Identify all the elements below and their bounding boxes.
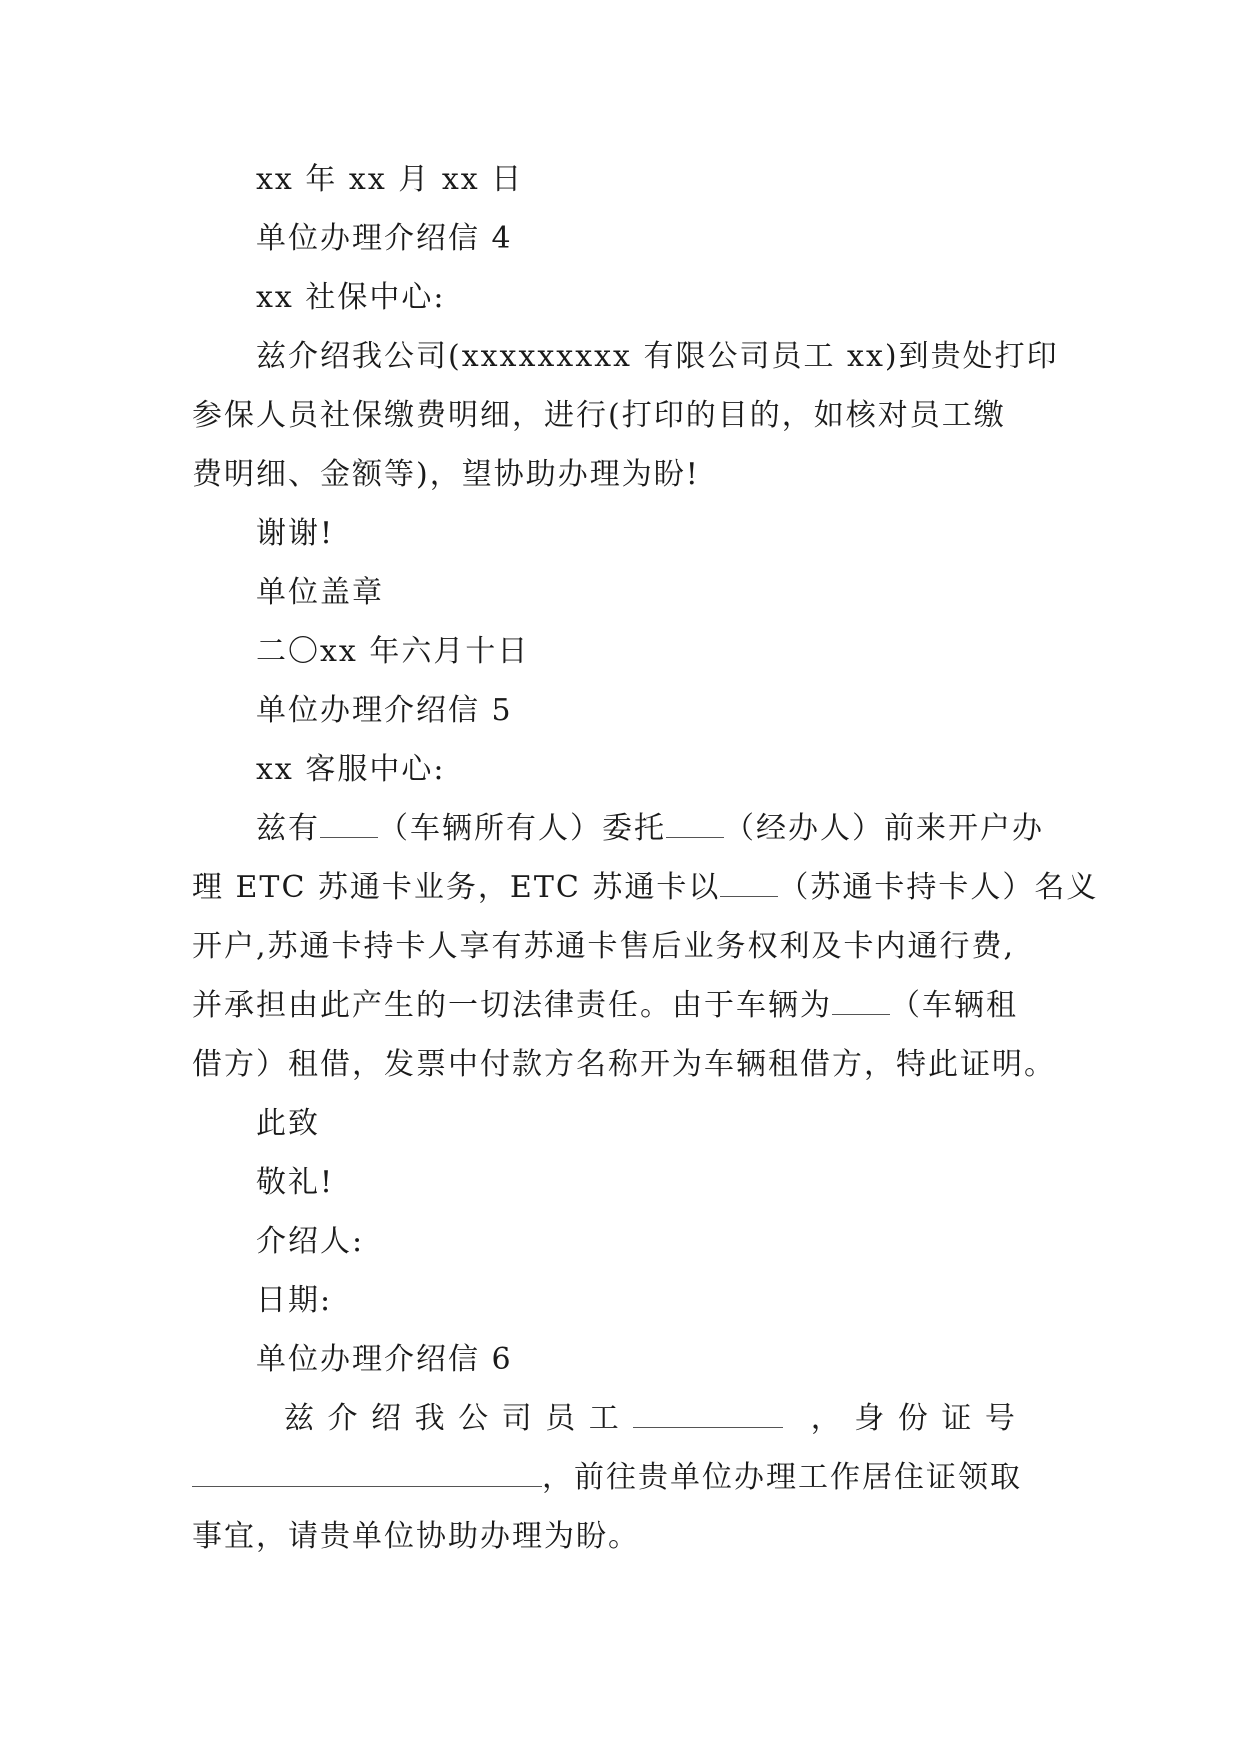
letter6-body (192, 1389, 1058, 1566)
letter6-text: ， 身 份 证 号 (810, 1401, 1017, 1436)
letter5-text: （车辆所有人）委托 (378, 811, 666, 846)
vehicle-owner-blank (320, 803, 378, 838)
letter5-body-line (192, 976, 1058, 1035)
letter6-title: 单位办理介绍信 6 (256, 1342, 513, 1377)
letter3-date: xx 年 xx 月 xx 日 (256, 162, 524, 197)
letter6-body-line: 事宜，请贵单位协助办理为盼。 (192, 1519, 640, 1554)
letter5-regards: 敬礼! (256, 1165, 335, 1200)
letter5-body-line (192, 858, 1099, 917)
letter5-body-line: 开户,苏通卡持卡人享有苏通卡售后业务权利及卡内通行费, (192, 929, 1016, 964)
letter5-body-line: 借方）租借，发票中付款方名称开为车辆租借方，特此证明。 (192, 1047, 1056, 1082)
letter5-text: （苏通卡持卡人）名义 (778, 870, 1099, 905)
letter6-text: ，前往贵单位办理工作居住证领取 (542, 1460, 1022, 1495)
letter5-text: 兹有 (256, 811, 320, 846)
letter5-body-line (192, 799, 1058, 858)
letter6-text: 兹 介 绍 我 公 司 员 工 (284, 1401, 621, 1436)
letter4-thanks: 谢谢! (256, 516, 335, 551)
letter5-body (192, 799, 1099, 1094)
letter4-body-line: 费明细、金额等)，望协助办理为盼! (192, 457, 700, 492)
letter6-body-line (192, 1448, 1058, 1507)
letter4-title: 单位办理介绍信 4 (256, 221, 513, 256)
letter6-body-line (192, 1389, 1058, 1448)
letter5-date-label: 日期: (256, 1283, 333, 1318)
letter5-text: 并承担由此产生的一切法律责任。由于车辆为 (192, 988, 832, 1023)
letter4-body-line: 参保人员社保缴费明细，进行(打印的目的，如核对员工缴 (192, 398, 1006, 433)
cardholder-blank (720, 862, 778, 897)
letter4-recipient: xx 社保中心: (256, 280, 446, 315)
letter5-introducer: 介绍人: (256, 1224, 365, 1259)
id-number-blank (192, 1452, 542, 1487)
letter4-date: 二〇xx 年六月十日 (256, 634, 530, 669)
employee-name-blank (633, 1393, 783, 1428)
letter5-text: （经办人）前来开户办 (724, 811, 1044, 846)
letter5-title: 单位办理介绍信 5 (256, 693, 513, 728)
letter5-text: （车辆租 (890, 988, 1018, 1023)
agent-blank (666, 803, 724, 838)
letter4-body (192, 327, 1058, 504)
lessee-blank (832, 980, 890, 1015)
letter4-body-line: 兹介绍我公司(xxxxxxxxx 有限公司员工 xx)到贵处打印 (256, 339, 1059, 374)
letter5-recipient: xx 客服中心: (256, 752, 446, 787)
document-page (192, 150, 1099, 1566)
letter4-seal: 单位盖章 (256, 575, 384, 610)
letter5-closing: 此致 (256, 1106, 320, 1141)
letter5-text: 理 ETC 苏通卡业务，ETC 苏通卡以 (192, 870, 721, 905)
